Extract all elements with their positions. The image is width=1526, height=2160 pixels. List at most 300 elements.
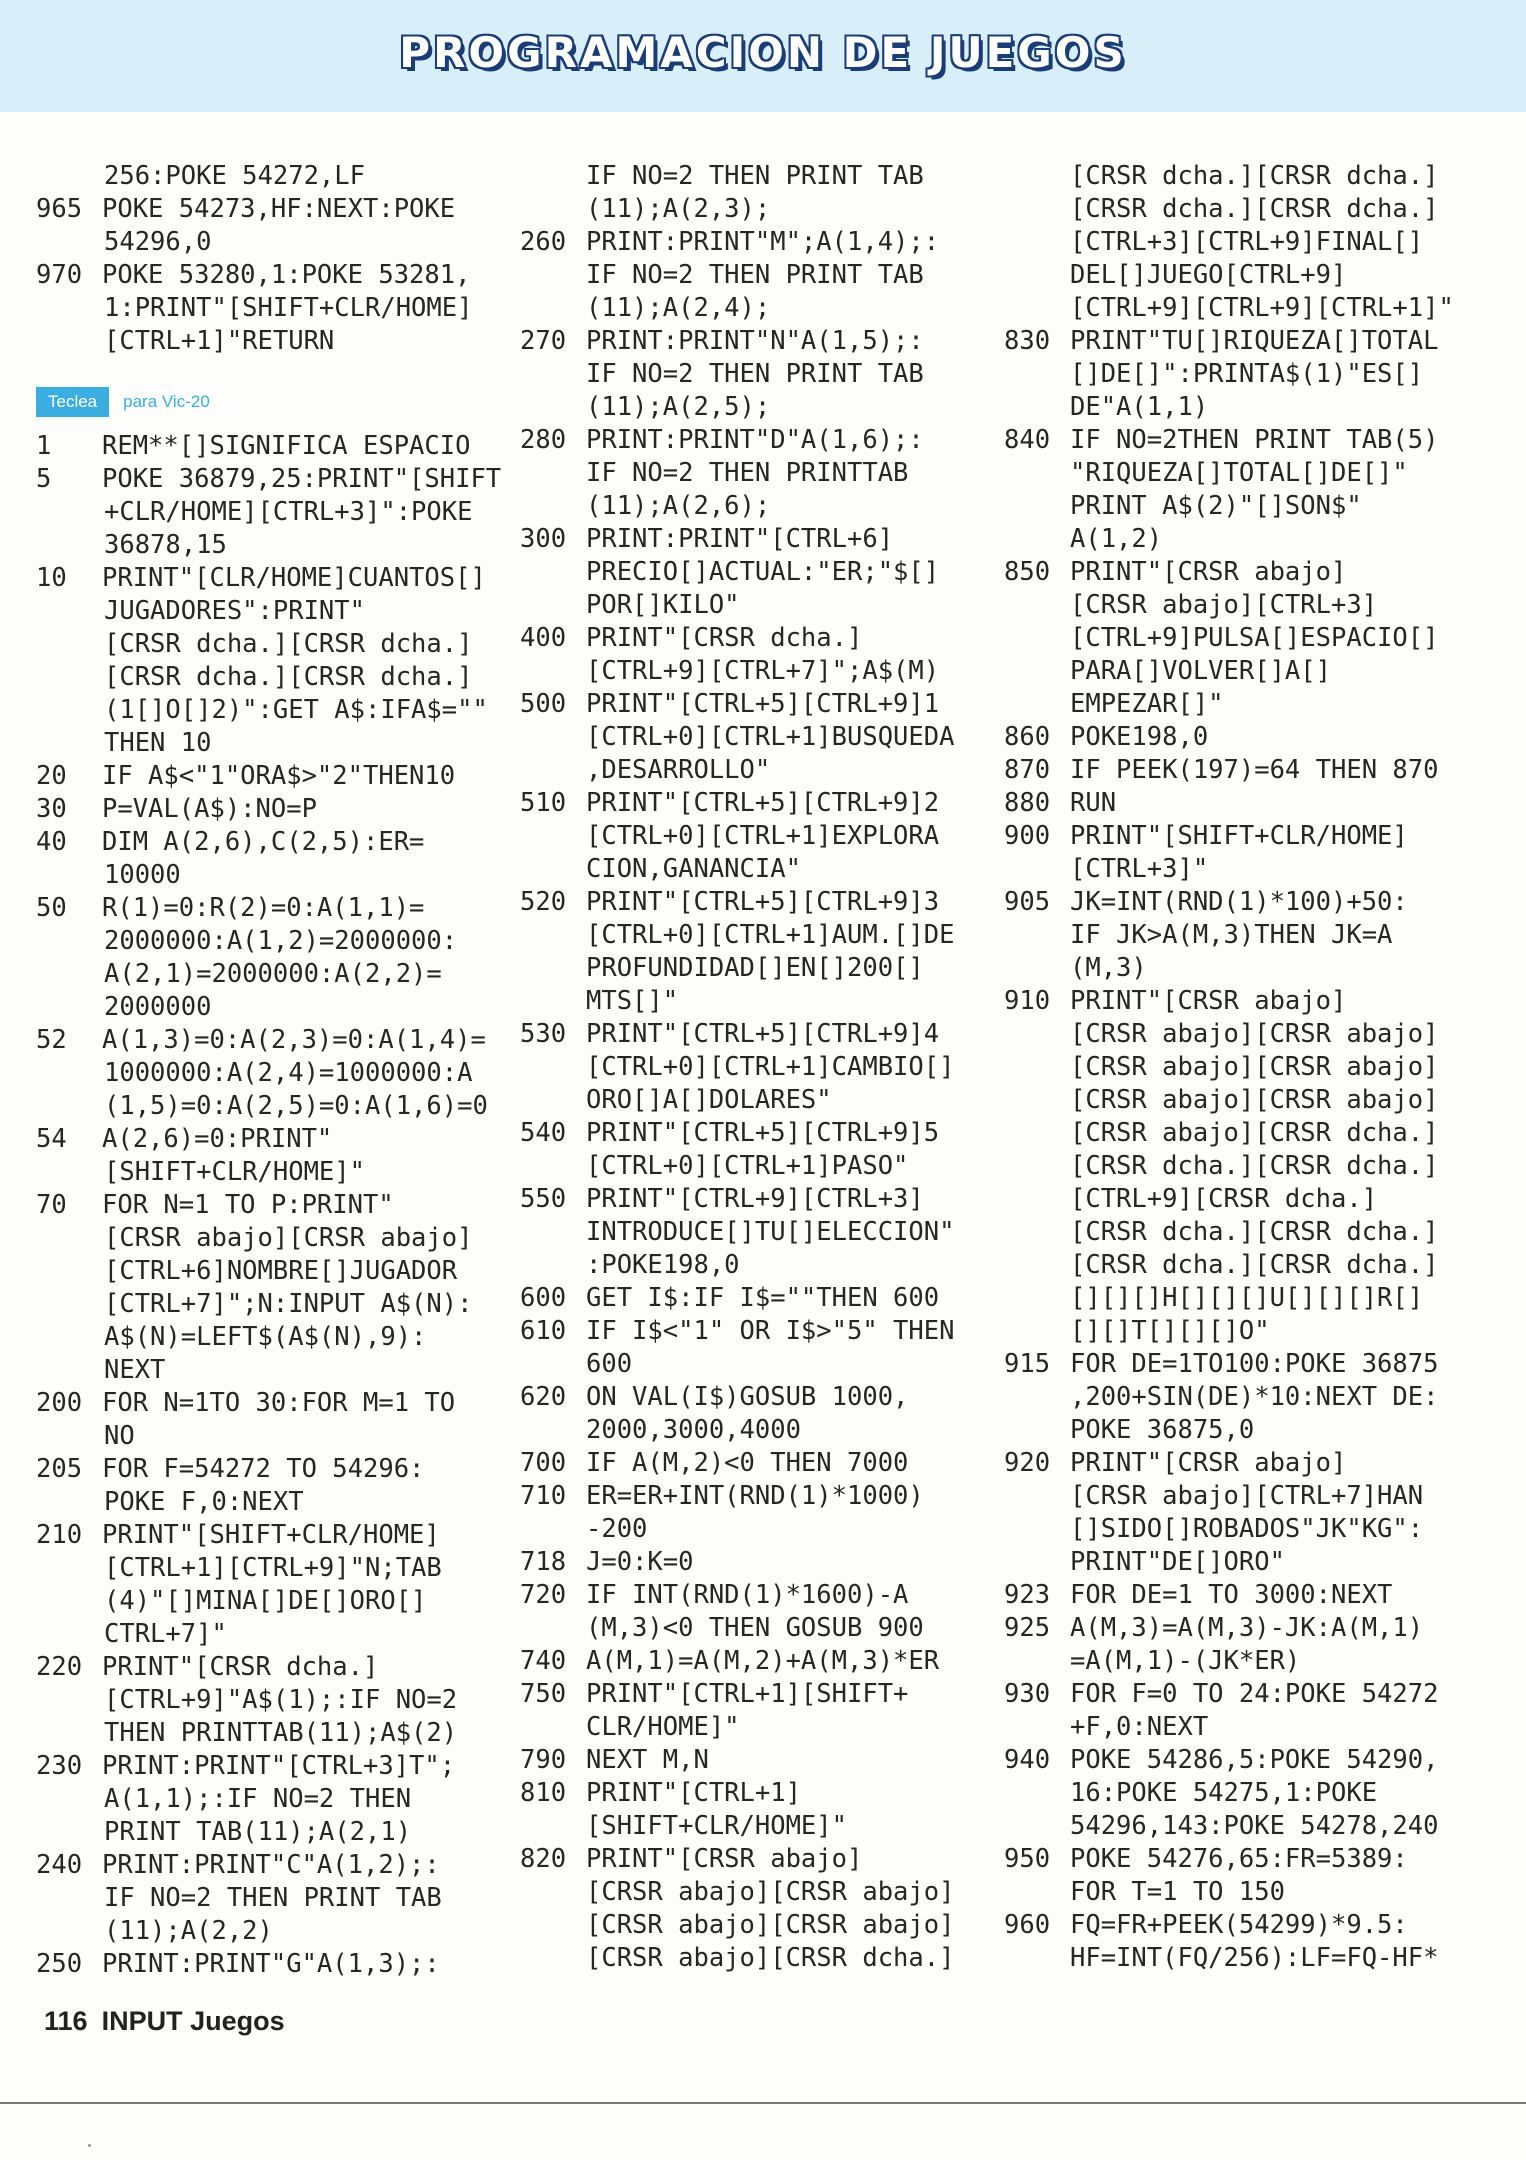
line-number: 210 bbox=[36, 1520, 83, 1550]
tag-label: Teclea bbox=[36, 387, 109, 417]
line-number bbox=[1004, 160, 1070, 193]
line-number bbox=[1004, 688, 1070, 721]
code-text: [CRSR dcha.][CRSR dcha.] bbox=[104, 662, 473, 692]
code-text: PRECIO[]ACTUAL:"ER;"$[] bbox=[586, 557, 940, 587]
line-number: 52 bbox=[36, 1025, 67, 1055]
code-text: HF=INT(FQ/256):LF=FQ-HF* bbox=[1070, 1943, 1439, 1973]
code-line bbox=[36, 1156, 516, 1189]
code-line bbox=[520, 1282, 980, 1315]
line-number: 950 bbox=[1004, 1844, 1051, 1874]
line-number: 940 bbox=[1004, 1745, 1051, 1775]
line-number: 905 bbox=[1004, 887, 1051, 917]
code-text: (11);A(2,3); bbox=[586, 194, 771, 224]
line-number bbox=[1004, 358, 1070, 391]
code-line bbox=[1004, 1645, 1504, 1678]
line-number bbox=[1004, 1249, 1070, 1282]
code-text: [CTRL+9]PULSA[]ESPACIO[] bbox=[1070, 623, 1439, 653]
code-line bbox=[36, 892, 516, 925]
code-line bbox=[36, 292, 516, 325]
code-text: [CTRL+0][CTRL+1]BUSQUEDA bbox=[586, 722, 955, 752]
line-number bbox=[36, 694, 102, 727]
code-text: 256:POKE 54272,LF bbox=[104, 161, 365, 191]
code-text: PRINT"[CRSR abajo] bbox=[586, 1844, 863, 1874]
code-text: [CRSR abajo][CRSR abajo] bbox=[1070, 1019, 1439, 1049]
listing-c64-tail bbox=[36, 160, 516, 358]
code-text: DEL[]JUEGO[CTRL+9] bbox=[1070, 260, 1347, 290]
code-text: A(2,6)=0:PRINT" bbox=[102, 1124, 333, 1154]
code-text: 36878,15 bbox=[104, 530, 227, 560]
code-line bbox=[36, 595, 516, 628]
code-text: NEXT M,N bbox=[586, 1745, 709, 1775]
code-line bbox=[36, 529, 516, 562]
line-number: 200 bbox=[36, 1388, 83, 1418]
code-text: PRINT"[CTRL+9][CTRL+3] bbox=[586, 1184, 924, 1214]
code-text: [CTRL+9][CTRL+7]";A$(M) bbox=[586, 656, 940, 686]
code-line bbox=[1004, 1084, 1504, 1117]
line-number bbox=[1004, 226, 1070, 259]
line-number bbox=[520, 1414, 586, 1447]
code-line bbox=[520, 1216, 980, 1249]
line-number: 500 bbox=[520, 689, 567, 719]
code-text: PRINT"[CRSR dcha.] bbox=[102, 1652, 379, 1682]
line-number bbox=[36, 1255, 102, 1288]
code-text: [CRSR abajo][CRSR abajo] bbox=[586, 1910, 955, 1940]
line-number: 260 bbox=[520, 227, 567, 257]
code-line bbox=[1004, 1480, 1504, 1513]
code-line bbox=[36, 1882, 516, 1915]
code-text: []SIDO[]ROBADOS"JK"KG": bbox=[1070, 1514, 1424, 1544]
code-line bbox=[36, 628, 516, 661]
code-text: (11);A(2,5); bbox=[586, 392, 771, 422]
code-line bbox=[36, 259, 516, 292]
code-text: POKE 54273,HF:NEXT:POKE bbox=[102, 194, 456, 224]
code-text: FOR T=1 TO 150 bbox=[1070, 1877, 1285, 1907]
code-text: PRINT:PRINT"D"A(1,6);: bbox=[586, 425, 924, 455]
code-line bbox=[520, 1315, 980, 1348]
line-number bbox=[1004, 1150, 1070, 1183]
line-number bbox=[1004, 391, 1070, 424]
code-text: +CLR/HOME][CTRL+3]":POKE bbox=[104, 497, 473, 527]
line-number: 270 bbox=[520, 326, 567, 356]
line-number bbox=[520, 457, 586, 490]
line-number: 40 bbox=[36, 827, 67, 857]
listing-vic20-cont bbox=[520, 160, 980, 1975]
line-number bbox=[36, 1321, 102, 1354]
code-text: PRINT"[CTRL+1][SHIFT+ bbox=[586, 1679, 909, 1709]
code-line bbox=[520, 1117, 980, 1150]
code-line bbox=[1004, 1843, 1504, 1876]
line-number bbox=[520, 1150, 586, 1183]
code-line bbox=[520, 1777, 980, 1810]
code-text: PROFUNDIDAD[]EN[]200[] bbox=[586, 953, 924, 983]
code-line bbox=[1004, 754, 1504, 787]
code-text: FQ=FR+PEEK(54299)*9.5: bbox=[1070, 1910, 1408, 1940]
code-text: [CTRL+9][CTRL+9][CTRL+1]" bbox=[1070, 293, 1454, 323]
code-text: [CTRL+9][CRSR dcha.] bbox=[1070, 1184, 1378, 1214]
code-text: 16:POKE 54275,1:POKE bbox=[1070, 1778, 1378, 1808]
code-text: PRINT"[CTRL+5][CTRL+9]5 bbox=[586, 1118, 940, 1148]
line-number bbox=[36, 1882, 102, 1915]
code-line bbox=[36, 1024, 516, 1057]
line-number bbox=[36, 1090, 102, 1123]
code-line bbox=[1004, 820, 1504, 853]
line-number bbox=[1004, 655, 1070, 688]
code-line bbox=[36, 760, 516, 793]
code-line bbox=[36, 1651, 516, 1684]
code-text: PRINT"[CRSR dcha.] bbox=[586, 623, 863, 653]
line-number: 740 bbox=[520, 1646, 567, 1676]
line-number: 550 bbox=[520, 1184, 567, 1214]
code-line bbox=[1004, 853, 1504, 886]
line-number bbox=[1004, 1645, 1070, 1678]
code-line bbox=[520, 391, 980, 424]
line-number bbox=[1004, 919, 1070, 952]
code-line bbox=[520, 1348, 980, 1381]
code-line bbox=[1004, 985, 1504, 1018]
code-line bbox=[520, 853, 980, 886]
speck bbox=[88, 2144, 91, 2147]
line-number bbox=[520, 985, 586, 1018]
line-number bbox=[1004, 1183, 1070, 1216]
line-number: 20 bbox=[36, 761, 67, 791]
code-text: [][]T[][][]O" bbox=[1070, 1316, 1270, 1346]
line-number bbox=[1004, 1942, 1070, 1975]
code-line bbox=[36, 826, 516, 859]
code-text: [CRSR dcha.][CRSR dcha.] bbox=[1070, 1250, 1439, 1280]
code-text: POKE 36879,25:PRINT"[SHIFT bbox=[102, 464, 502, 494]
line-number: 54 bbox=[36, 1124, 67, 1154]
code-text: 2000000 bbox=[104, 992, 212, 1022]
code-text: 2000000:A(1,2)=2000000: bbox=[104, 926, 458, 956]
code-text: [CRSR abajo][CRSR abajo] bbox=[104, 1223, 473, 1253]
line-number bbox=[520, 1612, 586, 1645]
line-number bbox=[1004, 589, 1070, 622]
code-line bbox=[36, 859, 516, 892]
line-number bbox=[520, 1051, 586, 1084]
code-line bbox=[1004, 1381, 1504, 1414]
code-line bbox=[1004, 1183, 1504, 1216]
line-number bbox=[520, 1513, 586, 1546]
code-line bbox=[36, 1783, 516, 1816]
code-line bbox=[1004, 1051, 1504, 1084]
line-number bbox=[36, 1552, 102, 1585]
code-line bbox=[1004, 226, 1504, 259]
listing-column-2 bbox=[520, 160, 980, 1975]
code-line bbox=[36, 925, 516, 958]
code-line bbox=[520, 589, 980, 622]
line-number bbox=[1004, 1810, 1070, 1843]
line-number bbox=[520, 721, 586, 754]
line-number: 790 bbox=[520, 1745, 567, 1775]
code-line bbox=[520, 787, 980, 820]
line-number bbox=[36, 1222, 102, 1255]
code-line bbox=[36, 1288, 516, 1321]
code-line bbox=[520, 325, 980, 358]
line-number: 870 bbox=[1004, 755, 1051, 785]
code-text: PRINT:PRINT"[CTRL+6] bbox=[586, 524, 894, 554]
line-number bbox=[1004, 1513, 1070, 1546]
code-line bbox=[1004, 1249, 1504, 1282]
line-number bbox=[36, 496, 102, 529]
code-line bbox=[1004, 160, 1504, 193]
page-number: 116 bbox=[44, 2006, 88, 2036]
code-line bbox=[520, 622, 980, 655]
code-text: 2000,3000,4000 bbox=[586, 1415, 801, 1445]
code-text: [CRSR abajo][CRSR dcha.] bbox=[1070, 1118, 1439, 1148]
code-text: FOR F=54272 TO 54296: bbox=[102, 1454, 425, 1484]
code-text: THEN 10 bbox=[104, 728, 212, 758]
code-text: MTS[]" bbox=[586, 986, 679, 1016]
code-text: DIM A(2,6),C(2,5):ER= bbox=[102, 827, 425, 857]
line-number: 830 bbox=[1004, 326, 1051, 356]
line-number bbox=[520, 358, 586, 391]
code-line bbox=[520, 1447, 980, 1480]
line-number bbox=[36, 595, 102, 628]
code-line bbox=[520, 1810, 980, 1843]
line-number: 860 bbox=[1004, 722, 1051, 752]
code-text: DE"A(1,1) bbox=[1070, 392, 1209, 422]
code-text: :POKE198,0 bbox=[586, 1250, 740, 1280]
code-line bbox=[36, 1090, 516, 1123]
code-line bbox=[520, 1546, 980, 1579]
code-text: POKE 53280,1:POKE 53281, bbox=[102, 260, 471, 290]
header-banner bbox=[0, 0, 1526, 112]
line-number bbox=[1004, 1315, 1070, 1348]
line-number bbox=[520, 952, 586, 985]
line-number bbox=[520, 160, 586, 193]
code-text: IF INT(RND(1)*1600)-A bbox=[586, 1580, 909, 1610]
line-number bbox=[1004, 1051, 1070, 1084]
code-text: [CRSR abajo][CTRL+3] bbox=[1070, 590, 1378, 620]
code-text: PRINT:PRINT"[CTRL+3]T"; bbox=[102, 1751, 456, 1781]
code-text: A(2,1)=2000000:A(2,2)= bbox=[104, 959, 442, 989]
line-number bbox=[520, 589, 586, 622]
code-line bbox=[520, 1909, 980, 1942]
line-number bbox=[36, 1717, 102, 1750]
code-text: [SHIFT+CLR/HOME]" bbox=[586, 1811, 847, 1841]
line-number: 810 bbox=[520, 1778, 567, 1808]
code-line bbox=[520, 358, 980, 391]
code-text: NEXT bbox=[104, 1355, 166, 1385]
code-text: IF I$<"1" OR I$>"5" THEN bbox=[586, 1316, 955, 1346]
code-text: (11);A(2,4); bbox=[586, 293, 771, 323]
line-number: 220 bbox=[36, 1652, 83, 1682]
line-number: 400 bbox=[520, 623, 567, 653]
code-text: POKE 54276,65:FR=5389: bbox=[1070, 1844, 1408, 1874]
line-number bbox=[520, 1909, 586, 1942]
line-number bbox=[36, 1816, 102, 1849]
code-line bbox=[36, 1717, 516, 1750]
code-line bbox=[36, 958, 516, 991]
code-text: FOR F=0 TO 24:POKE 54272 bbox=[1070, 1679, 1439, 1709]
code-line bbox=[520, 1942, 980, 1975]
code-line bbox=[36, 1453, 516, 1486]
code-text: [CTRL+6]NOMBRE[]JUGADOR bbox=[104, 1256, 458, 1286]
line-number bbox=[36, 991, 102, 1024]
code-text: [CRSR abajo][CRSR abajo] bbox=[586, 1877, 955, 1907]
code-line bbox=[520, 1051, 980, 1084]
code-line bbox=[520, 820, 980, 853]
code-text: [][][]H[][][]U[][][]R[] bbox=[1070, 1283, 1424, 1313]
code-text: POKE 36875,0 bbox=[1070, 1415, 1255, 1445]
line-number bbox=[1004, 490, 1070, 523]
line-number: 10 bbox=[36, 563, 67, 593]
code-line bbox=[520, 721, 980, 754]
code-text: J=0:K=0 bbox=[586, 1547, 694, 1577]
code-text: 54296,143:POKE 54278,240 bbox=[1070, 1811, 1439, 1841]
code-line bbox=[520, 1249, 980, 1282]
line-number: 850 bbox=[1004, 557, 1051, 587]
line-number bbox=[36, 628, 102, 661]
line-number bbox=[36, 1915, 102, 1948]
line-number bbox=[36, 1684, 102, 1717]
line-number: 925 bbox=[1004, 1613, 1051, 1643]
code-line bbox=[36, 1552, 516, 1585]
code-text: [CTRL+3][CTRL+9]FINAL[] bbox=[1070, 227, 1424, 257]
line-number bbox=[520, 556, 586, 589]
code-line bbox=[520, 1612, 980, 1645]
code-text: ON VAL(I$)GOSUB 1000, bbox=[586, 1382, 909, 1412]
line-number bbox=[520, 754, 586, 787]
code-text: (1,5)=0:A(2,5)=0:A(1,6)=0 bbox=[104, 1091, 488, 1121]
code-line bbox=[1004, 1315, 1504, 1348]
code-text: [CRSR abajo][CRSR abajo] bbox=[1070, 1085, 1439, 1115]
code-line bbox=[1004, 1942, 1504, 1975]
code-line bbox=[36, 1189, 516, 1222]
code-text: (M,3)<0 THEN GOSUB 900 bbox=[586, 1613, 924, 1643]
code-line bbox=[1004, 523, 1504, 556]
line-number bbox=[36, 160, 102, 193]
line-number: 923 bbox=[1004, 1580, 1051, 1610]
line-number bbox=[520, 391, 586, 424]
tag-platform: para Vic-20 bbox=[123, 392, 210, 411]
code-line bbox=[36, 496, 516, 529]
line-number: 540 bbox=[520, 1118, 567, 1148]
code-text: (4)"[]MINA[]DE[]ORO[] bbox=[104, 1586, 427, 1616]
line-number bbox=[1004, 1381, 1070, 1414]
line-number bbox=[36, 925, 102, 958]
code-line bbox=[36, 1486, 516, 1519]
code-line bbox=[520, 1018, 980, 1051]
line-number: 910 bbox=[1004, 986, 1051, 1016]
code-line bbox=[36, 1387, 516, 1420]
code-line bbox=[1004, 1876, 1504, 1909]
code-line bbox=[520, 1084, 980, 1117]
code-text: (11);A(2,2) bbox=[104, 1916, 273, 1946]
code-line bbox=[520, 754, 980, 787]
line-number bbox=[520, 1942, 586, 1975]
code-line bbox=[1004, 952, 1504, 985]
listing-vic20-end bbox=[1004, 160, 1504, 1975]
code-line bbox=[36, 1420, 516, 1453]
line-number bbox=[36, 1618, 102, 1651]
line-number: 50 bbox=[36, 893, 67, 923]
line-number bbox=[520, 292, 586, 325]
code-text: CION,GANANCIA" bbox=[586, 854, 801, 884]
code-line bbox=[1004, 1810, 1504, 1843]
code-text: 600 bbox=[586, 1349, 633, 1379]
code-text: ORO[]A[]DOLARES" bbox=[586, 1085, 832, 1115]
code-text: NO bbox=[104, 1421, 135, 1451]
line-number bbox=[1004, 622, 1070, 655]
code-line bbox=[520, 1876, 980, 1909]
line-number: 620 bbox=[520, 1382, 567, 1412]
code-text: PRINT"[CTRL+5][CTRL+9]2 bbox=[586, 788, 940, 818]
line-number bbox=[1004, 1777, 1070, 1810]
code-text: POKE F,0:NEXT bbox=[104, 1487, 304, 1517]
line-number bbox=[1004, 853, 1070, 886]
code-text: [CTRL+1][CTRL+9]"N;TAB bbox=[104, 1553, 442, 1583]
line-number bbox=[36, 727, 102, 760]
code-text: PRINT"TU[]RIQUEZA[]TOTAL bbox=[1070, 326, 1439, 356]
code-text: [CTRL+1]"RETURN bbox=[104, 326, 335, 356]
code-text: ,200+SIN(DE)*10:NEXT DE: bbox=[1070, 1382, 1439, 1412]
code-text: [CRSR dcha.][CRSR dcha.] bbox=[1070, 194, 1439, 224]
line-number: 205 bbox=[36, 1454, 83, 1484]
code-text: []DE[]":PRINTA$(1)"ES[] bbox=[1070, 359, 1424, 389]
line-number bbox=[36, 1057, 102, 1090]
code-text: A(1,3)=0:A(2,3)=0:A(1,4)= bbox=[102, 1025, 486, 1055]
footer-rule bbox=[0, 2102, 1526, 2104]
code-line bbox=[1004, 919, 1504, 952]
line-number bbox=[1004, 1117, 1070, 1150]
code-line bbox=[1004, 1414, 1504, 1447]
code-line bbox=[1004, 1612, 1504, 1645]
code-text: IF JK>A(M,3)THEN JK=A bbox=[1070, 920, 1393, 950]
code-line bbox=[1004, 1216, 1504, 1249]
line-number bbox=[1004, 1546, 1070, 1579]
line-number bbox=[520, 259, 586, 292]
line-number: 230 bbox=[36, 1751, 83, 1781]
line-number: 900 bbox=[1004, 821, 1051, 851]
code-line bbox=[1004, 358, 1504, 391]
code-text: (1[]O[]2)":GET A$:IFA$="" bbox=[104, 695, 488, 725]
code-text: PRINT TAB(11);A(2,1) bbox=[104, 1817, 412, 1847]
code-line bbox=[520, 886, 980, 919]
code-text: +F,0:NEXT bbox=[1070, 1712, 1209, 1742]
code-line bbox=[36, 325, 516, 358]
line-number bbox=[1004, 193, 1070, 226]
code-line bbox=[1004, 787, 1504, 820]
code-line bbox=[520, 523, 980, 556]
code-line bbox=[520, 193, 980, 226]
code-text: PRINT"[CTRL+5][CTRL+9]4 bbox=[586, 1019, 940, 1049]
page-footer bbox=[44, 2006, 285, 2037]
code-text: A(1,1);:IF NO=2 THEN bbox=[104, 1784, 412, 1814]
code-text: PRINT"[SHIFT+CLR/HOME] bbox=[1070, 821, 1408, 851]
code-text: FOR DE=1 TO 3000:NEXT bbox=[1070, 1580, 1393, 1610]
code-line bbox=[520, 490, 980, 523]
code-line bbox=[1004, 391, 1504, 424]
code-line bbox=[36, 1750, 516, 1783]
code-line bbox=[1004, 655, 1504, 688]
line-number bbox=[36, 661, 102, 694]
code-text: [CTRL+9]"A$(1);:IF NO=2 bbox=[104, 1685, 458, 1715]
code-line bbox=[1004, 259, 1504, 292]
code-text: PRINT"[SHIFT+CLR/HOME] bbox=[102, 1520, 440, 1550]
listing-column-1 bbox=[36, 160, 516, 1981]
code-text: 10000 bbox=[104, 860, 181, 890]
code-line bbox=[1004, 1150, 1504, 1183]
code-line bbox=[36, 1057, 516, 1090]
code-text: PRINT:PRINT"N"A(1,5);: bbox=[586, 326, 924, 356]
code-text: -200 bbox=[586, 1514, 648, 1544]
code-text: [CTRL+0][CTRL+1]AUM.[]DE bbox=[586, 920, 955, 950]
code-line bbox=[36, 226, 516, 259]
line-number: 610 bbox=[520, 1316, 567, 1346]
code-text: [CRSR abajo][CRSR dcha.] bbox=[586, 1943, 955, 1973]
line-number: 510 bbox=[520, 788, 567, 818]
